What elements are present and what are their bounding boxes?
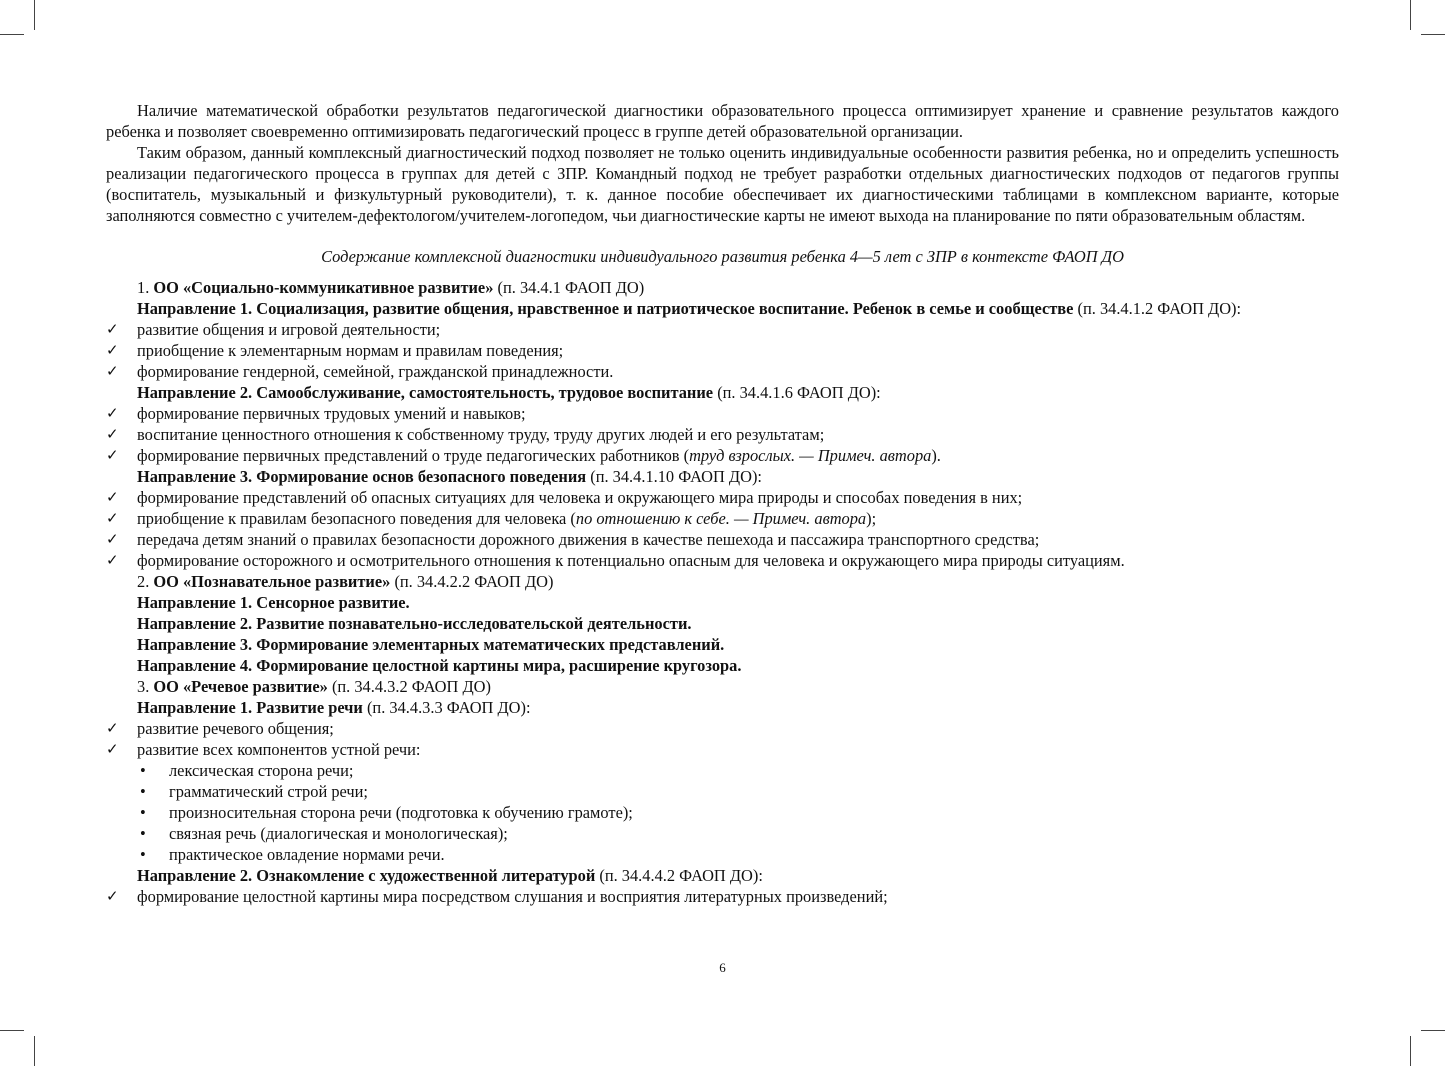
checkmark-icon: ✓ xyxy=(106,425,119,443)
section-heading: 1. ОО «Социально-коммуникативное развитие» (п. 34.4.1 ФАОП ДО) xyxy=(137,278,645,297)
direction-heading: Направление 4. Формирование целостной картины мира, расширение кругозора. xyxy=(137,656,742,675)
checkmark-icon: ✓ xyxy=(106,320,119,338)
checkmark-icon: ✓ xyxy=(106,530,119,548)
page-content xyxy=(106,100,1339,907)
direction-heading: Направление 1. Сенсорное развитие. xyxy=(137,593,410,612)
direction-heading: Направление 1. Развитие речи (п. 34.4.3.3 ФАОП ДО): xyxy=(137,698,531,717)
section-heading: 3. ОО «Речевое развитие» (п. 34.4.3.2 ФАОП ДО) xyxy=(137,677,491,696)
checkmark-icon: ✓ xyxy=(106,446,119,464)
list-item: ✓ формирование осторожного и осмотрительного отношения к потенциально опасным для человека и окружающего мира природы ситуациям. xyxy=(106,551,1125,570)
checkmark-icon: ✓ xyxy=(106,404,119,422)
crop-mark xyxy=(34,0,35,30)
direction-heading: Направление 2. Развитие познавательно-исследовательской деятельности. xyxy=(137,614,692,633)
crop-mark xyxy=(1410,1036,1411,1066)
sub-list-item: • практическое овладение нормами речи. xyxy=(140,845,445,864)
checkmark-icon: ✓ xyxy=(106,719,119,737)
crop-mark xyxy=(0,34,24,35)
direction-heading: Направление 2. Самообслуживание, самостоятельность, трудовое воспитание (п. 34.4.1.6 ФАОП ДО): xyxy=(137,383,881,402)
list-item: ✓ развитие общения и игровой деятельности; xyxy=(106,320,441,339)
section-caption: Содержание комплексной диагностики индивидуального развития ребенка 4—5 лет с ЗПР в контексте ФАОП ДО xyxy=(321,247,1124,266)
checkmark-icon: ✓ xyxy=(106,341,119,359)
list-item: ✓ формирование представлений об опасных ситуациях для человека и окружающего мира природы и способах поведения в них; xyxy=(106,488,1023,507)
sub-list-item: • лексическая сторона речи; xyxy=(140,761,354,780)
direction-heading: Направление 3. Формирование основ безопасного поведения (п. 34.4.1.10 ФАОП ДО): xyxy=(137,467,762,486)
bullet-icon: • xyxy=(140,761,146,780)
checkmark-icon: ✓ xyxy=(106,740,119,758)
crop-mark xyxy=(1421,34,1445,35)
bullet-icon: • xyxy=(140,803,146,822)
sub-list-item: • грамматический строй речи; xyxy=(140,782,368,801)
list-item: ✓ формирование первичных трудовых умений и навыков; xyxy=(106,404,526,423)
list-item: ✓ развитие всех компонентов устной речи: xyxy=(106,740,421,759)
sub-list-item: • произносительная сторона речи (подготовка к обучению грамоте); xyxy=(140,803,633,822)
checkmark-icon: ✓ xyxy=(106,551,119,569)
checkmark-icon: ✓ xyxy=(106,509,119,527)
direction-heading: Направление 2. Ознакомление с художественной литературой (п. 34.4.4.2 ФАОП ДО): xyxy=(137,866,763,885)
list-item: ✓ развитие речевого общения; xyxy=(106,719,334,738)
list-item: ✓ передача детям знаний о правилах безопасности дорожного движения в качестве пешехода и пассажира транспортного средства; xyxy=(106,530,1040,549)
crop-mark xyxy=(34,1036,35,1066)
list-item: ✓ формирование первичных представлений о труде педагогических работников (труд взрослых. — Примеч. автора). xyxy=(106,446,941,465)
paragraph: Таким образом, данный комплексный диагностический подход позволяет не только оценить индивидуальные особенности развития ребенка, но и определить успешность реализации педагогического процесса в группах для детей с ЗПР. Командный подход не требует разработки отдельных диагностических подходов от педагогов группы (воспитатель, музыкальный и физкультурный руководители), т. к. данное пособие обеспечивает их диагностическими таблицами в комплексном варианте, которые заполняются совместно с учителем-дефектологом/учителем-логопедом, чьи диагностические карты не имеют выхода на планирование по пяти образовательным областям. xyxy=(106,143,1339,225)
crop-mark xyxy=(1410,0,1411,30)
list-item: ✓ формирование гендерной, семейной, гражданской принадлежности. xyxy=(106,362,614,381)
bullet-icon: • xyxy=(140,824,146,843)
paragraph: Наличие математической обработки результатов педагогической диагностики образовательного процесса оптимизирует хранение и сравнение результатов каждого ребенка и позволяет своевременно оптимизировать педагогический процесс в группе детей образовательной организации. xyxy=(106,101,1339,141)
list-item: ✓ формирование целостной картины мира посредством слушания и восприятия литературных произведений; xyxy=(106,887,888,906)
list-item: ✓ приобщение к элементарным нормам и правилам поведения; xyxy=(106,341,564,360)
page-number: 6 xyxy=(719,960,726,975)
crop-mark xyxy=(0,1030,24,1031)
section-heading: 2. ОО «Познавательное развитие» (п. 34.4.2.2 ФАОП ДО) xyxy=(137,572,554,591)
checkmark-icon: ✓ xyxy=(106,362,119,380)
sub-list-item: • связная речь (диалогическая и монологическая); xyxy=(140,824,508,843)
list-item: ✓ воспитание ценностного отношения к собственному труду, труду других людей и его результатам; xyxy=(106,425,825,444)
list-item: ✓ приобщение к правилам безопасного поведения для человека (по отношению к себе. — Примеч. автора); xyxy=(106,509,877,528)
bullet-icon: • xyxy=(140,782,146,801)
direction-heading: Направление 3. Формирование элементарных математических представлений. xyxy=(137,635,725,654)
direction-heading: Направление 1. Социализация, развитие общения, нравственное и патриотическое воспитание. Ребенок в семье и сообществе (п. 34.4.1.2 ФАОП ДО): xyxy=(137,299,1242,318)
checkmark-icon: ✓ xyxy=(106,887,119,905)
crop-mark xyxy=(1421,1030,1445,1031)
bullet-icon: • xyxy=(140,845,146,864)
checkmark-icon: ✓ xyxy=(106,488,119,506)
